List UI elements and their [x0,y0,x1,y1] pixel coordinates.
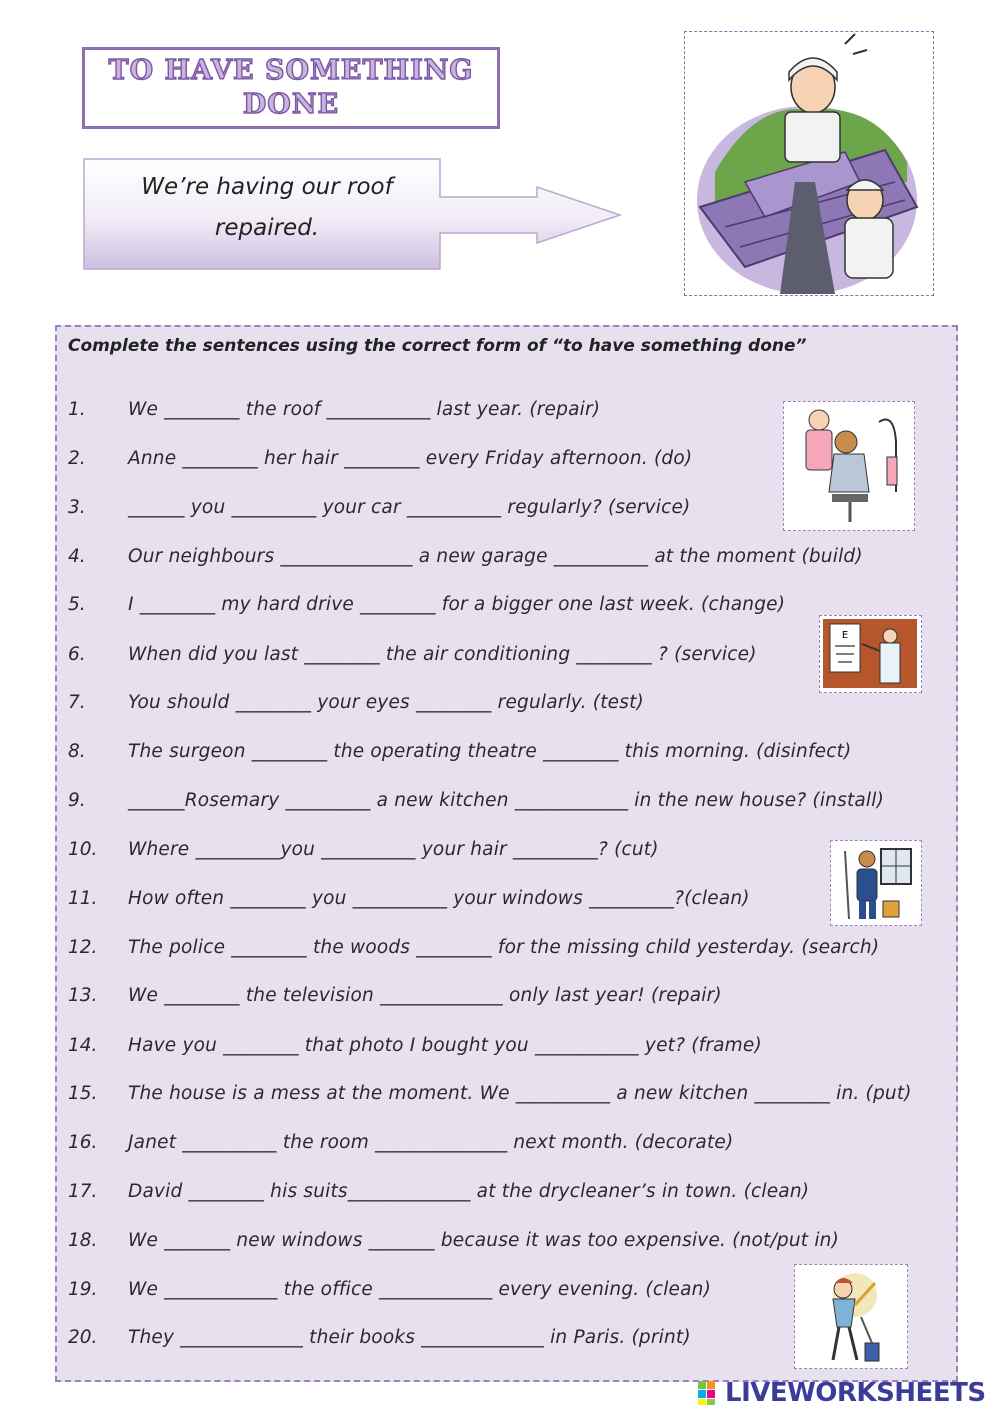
question-text: We ________ the television _____________ only last year! (repair) [128,985,722,1006]
question-text: When did you last ________ the air conditioning ________ ? (service) [128,644,757,665]
example-line-1: We’re having our roof [141,174,393,200]
question-number: 16. [68,1132,98,1153]
question-number: 9. [68,790,86,811]
svg-text:E: E [841,630,849,641]
title-line-1: TO HAVE SOMETHING [108,55,474,86]
question-number: 3. [68,497,86,518]
hairdresser-picture [783,401,915,531]
liveworksheets-logo-icon [697,1380,725,1406]
title-box [82,47,500,129]
question-text: How often ________ you __________ your windows _________?(clean) [128,888,750,909]
question-text: Have you ________ that photo I bought you ___________ yet? (frame) [128,1035,762,1056]
question-text: Janet __________ the room ______________ next month. (decorate) [128,1132,734,1153]
question-number: 6. [68,644,86,665]
question-number: 12. [68,937,98,958]
question-text: ______ you _________ your car __________ regularly? (service) [128,497,691,518]
question-text: Anne ________ her hair ________ every Friday afternoon. (do) [128,448,693,469]
window-cleaner-icon [831,841,920,924]
question-number: 11. [68,888,98,909]
liveworksheets-logo [697,1378,986,1408]
question-number: 4. [68,546,86,567]
watermark-text: LIVEWORKSHEETS [725,1378,986,1408]
question-number: 5. [68,594,86,615]
roof-repair-illustration [684,31,934,296]
instruction-text: Complete the sentences using the correct form of “to have something done” [68,336,807,356]
question-number: 20. [68,1327,98,1348]
question-text: We ____________ the office ____________ every evening. (clean) [128,1279,712,1300]
question-text: We ________ the roof ___________ last year. (repair) [128,399,601,420]
roofers-icon [685,32,932,294]
example-sentence [102,167,432,249]
example-callout [82,157,627,275]
question-number: 2. [68,448,86,469]
question-text: I ________ my hard drive ________ for a bigger one last week. (change) [128,594,786,615]
cleaning-lady-icon [795,1265,906,1367]
question-text: We _______ new windows _______ because it was too expensive. (not/put in) [128,1230,840,1251]
question-number: 15. [68,1083,98,1104]
question-number: 10. [68,839,98,860]
question-number: 1. [68,399,86,420]
question-text: They _____________ their books _____________ in Paris. (print) [128,1327,691,1348]
question-text: David ________ his suits_____________ at the drycleaner’s in town. (clean) [128,1181,810,1202]
question-number: 7. [68,692,86,713]
question-number: 17. [68,1181,98,1202]
question-text: Where _________you __________ your hair _________? (cut) [128,839,659,860]
question-text: Our neighbours ______________ a new garage __________ at the moment (build) [128,546,863,567]
question-text: The surgeon ________ the operating theatre ________ this morning. (disinfect) [128,741,852,762]
question-number: 13. [68,985,98,1006]
question-text: ______Rosemary _________ a new kitchen ____________ in the new house? (install) [128,790,885,811]
hairdresser-icon [784,402,913,529]
optician-picture [819,615,922,693]
question-text: You should ________ your eyes ________ regularly. (test) [128,692,644,713]
question-number: 8. [68,741,86,762]
window-cleaner-picture [830,840,922,926]
title-line-2: DONE [242,89,340,120]
question-number: 14. [68,1035,98,1056]
question-text: The house is a mess at the moment. We __________ a new kitchen ________ in. (put) [128,1083,912,1104]
eye-chart-icon [820,616,920,691]
question-text: The police ________ the woods ________ for the missing child yesterday. (search) [128,937,880,958]
question-number: 18. [68,1230,98,1251]
cleaning-lady-picture [794,1264,908,1369]
example-line-2: repaired. [214,215,320,241]
question-number: 19. [68,1279,98,1300]
